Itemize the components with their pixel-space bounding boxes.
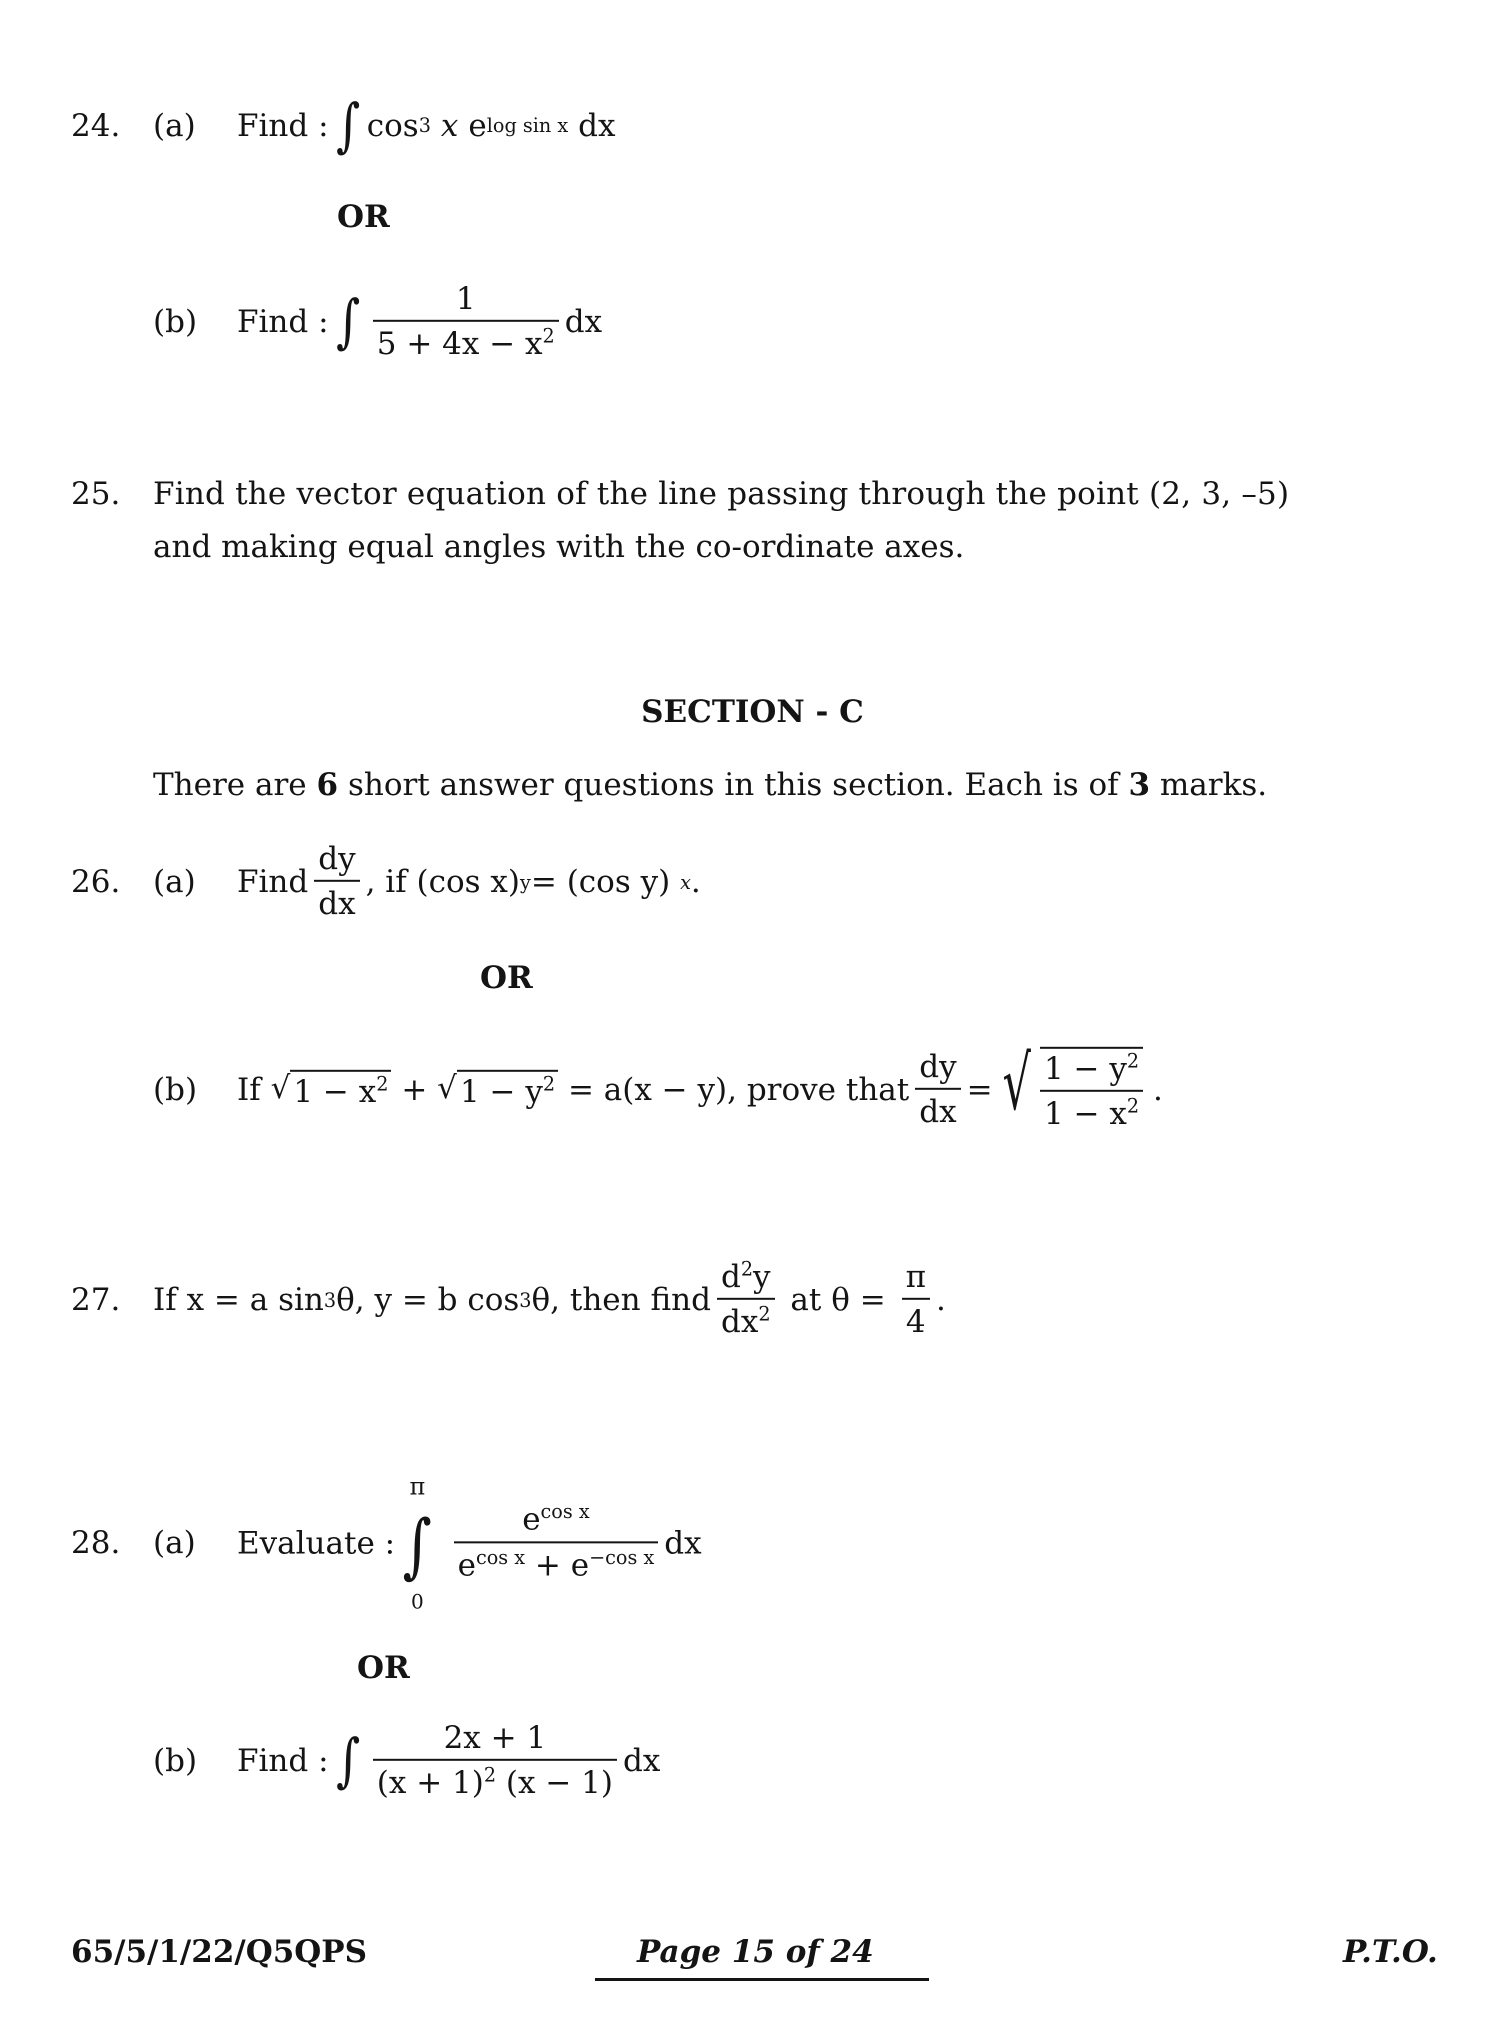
denominator [373,320,559,363]
text: = (cos y) [530,864,671,900]
fraction [1040,1051,1143,1133]
part-label: (b) [153,1743,198,1779]
derivative [314,841,359,923]
fraction [373,281,559,363]
denominator: dx [915,1088,960,1131]
pto-label: P.T.O. [1343,1934,1438,1970]
denominator: dx [314,880,359,923]
text: (x − 1) [496,1765,613,1801]
text: at θ = [790,1282,886,1318]
or-separator: OR [357,1650,410,1686]
numerator [518,1502,593,1541]
numerator: 2x + 1 [443,1719,547,1756]
power: 2 [542,1072,556,1096]
definite-integral [395,1472,439,1613]
find-label: Find : [237,107,329,144]
text: If [237,1072,261,1108]
denominator [373,1759,617,1802]
numerator: dy [318,840,356,877]
section-title: SECTION - C [641,694,864,730]
integral-sign: ∫ [335,91,360,160]
fraction [902,1259,930,1341]
denominator [1040,1090,1143,1133]
text: e [457,1546,476,1583]
part-label: (b) [153,304,198,340]
dx: dx [578,107,616,144]
text: θ, y = b cos [336,1282,520,1318]
power: 3 [323,1288,337,1312]
question-number: 26. [71,864,121,900]
derivative [915,1049,960,1131]
text: θ, then find [531,1282,711,1318]
integral-sign: ∫ [335,1726,360,1795]
numerator: π [905,1258,926,1295]
q24b-expression [237,281,602,363]
integral-sign: ∫ [402,1504,432,1587]
term: cos [366,107,419,144]
text: 1 − x [1044,1096,1127,1132]
variable: x [440,107,459,144]
fraction [373,1720,617,1802]
part-label: (a) [153,864,196,900]
integral-sign: ∫ [335,287,360,356]
square-root: √ $1 - x^2$ [271,1070,392,1110]
power: 2 [542,324,555,348]
question-text: and making equal angles with the co-ordinate axes. [153,529,965,565]
exponent: log sin x [486,114,569,138]
denominator [454,1541,659,1584]
part-label: (a) [153,1525,196,1561]
text: = a(x − y), prove that [567,1072,910,1108]
question-number: 27. [71,1282,121,1318]
power: 3 [418,114,431,138]
text: . [1152,1072,1163,1108]
fraction [454,1502,659,1584]
text: (x + 1) [376,1765,484,1801]
square-root: √ $\frac{1 - y^2}{1 - x^2}$ [993,1047,1144,1133]
q27-expression [153,1259,946,1341]
question-number: 28. [71,1525,121,1561]
page-number: Page 15 of 24 [637,1934,874,1970]
second-derivative [717,1259,775,1341]
power: cos x [475,1545,526,1569]
part-label: (a) [153,108,196,144]
power: 2 [1126,1049,1140,1073]
denominator-text: 5 + 4x − x [376,326,543,362]
text: marks. [1150,767,1268,803]
part-label: (b) [153,1072,198,1108]
denominator [717,1298,775,1341]
text: If x = a sin [153,1282,324,1318]
question-number: 24. [71,108,121,144]
radicand: 1 − x [293,1074,377,1110]
q26b-expression [237,1039,1163,1133]
count: 6 [316,767,339,803]
power: 2 [376,1072,389,1096]
question-number: 25. [71,476,121,512]
text: . [690,864,701,900]
text: dx [720,1304,759,1340]
power: 3 [519,1288,532,1312]
numerator [717,1259,775,1298]
power: y [520,870,531,894]
text: , if (cos x) [365,864,521,900]
text: There are [153,767,317,803]
text: y [753,1258,771,1295]
marks: 3 [1128,767,1151,803]
power: 2 [740,1257,754,1281]
dx: dx [664,1524,702,1561]
numerator: 1 [455,280,476,317]
text: 1 − y [1043,1050,1127,1087]
find-label: Find [237,864,309,900]
numerator: dy [919,1048,957,1085]
power: −cos x [589,1545,655,1569]
power: 2 [758,1302,771,1326]
q26a-expression [237,841,701,923]
text: short answer questions in this section. Each is of [338,767,1129,803]
power: cos x [540,1500,590,1524]
text: Evaluate : [237,1524,396,1561]
square-root: √ $1 - y^2$ [437,1070,558,1110]
text: . [935,1282,946,1318]
text: e [522,1501,541,1538]
radicand: 1 − y [459,1074,543,1110]
upper-limit: π [409,1472,426,1501]
page-number-underline [595,1978,929,1981]
lower-limit: 0 [410,1589,424,1614]
q24a-expression [237,91,616,160]
section-instructions [153,767,1267,803]
text: d [720,1258,741,1295]
power: x [680,870,691,894]
find-label: Find : [237,1743,329,1779]
denominator: 4 [902,1298,930,1341]
text: + [401,1072,428,1108]
dx: dx [564,304,603,340]
question-text: Find the vector equation of the line passing through the point (2, 3, –5) [153,476,1290,512]
paper-code: 65/5/1/22/Q5QPS [71,1934,367,1970]
numerator [1040,1051,1143,1090]
power: 2 [483,1763,497,1787]
dx: dx [623,1743,661,1779]
find-label: Find : [237,304,329,340]
term: e [468,107,487,144]
q28a-expression [237,1472,702,1613]
text: + e [525,1546,590,1583]
q28b-expression [237,1720,660,1802]
or-separator: OR [337,199,390,235]
text: = [966,1072,993,1108]
or-separator: OR [480,960,533,996]
power: 2 [1126,1094,1140,1118]
